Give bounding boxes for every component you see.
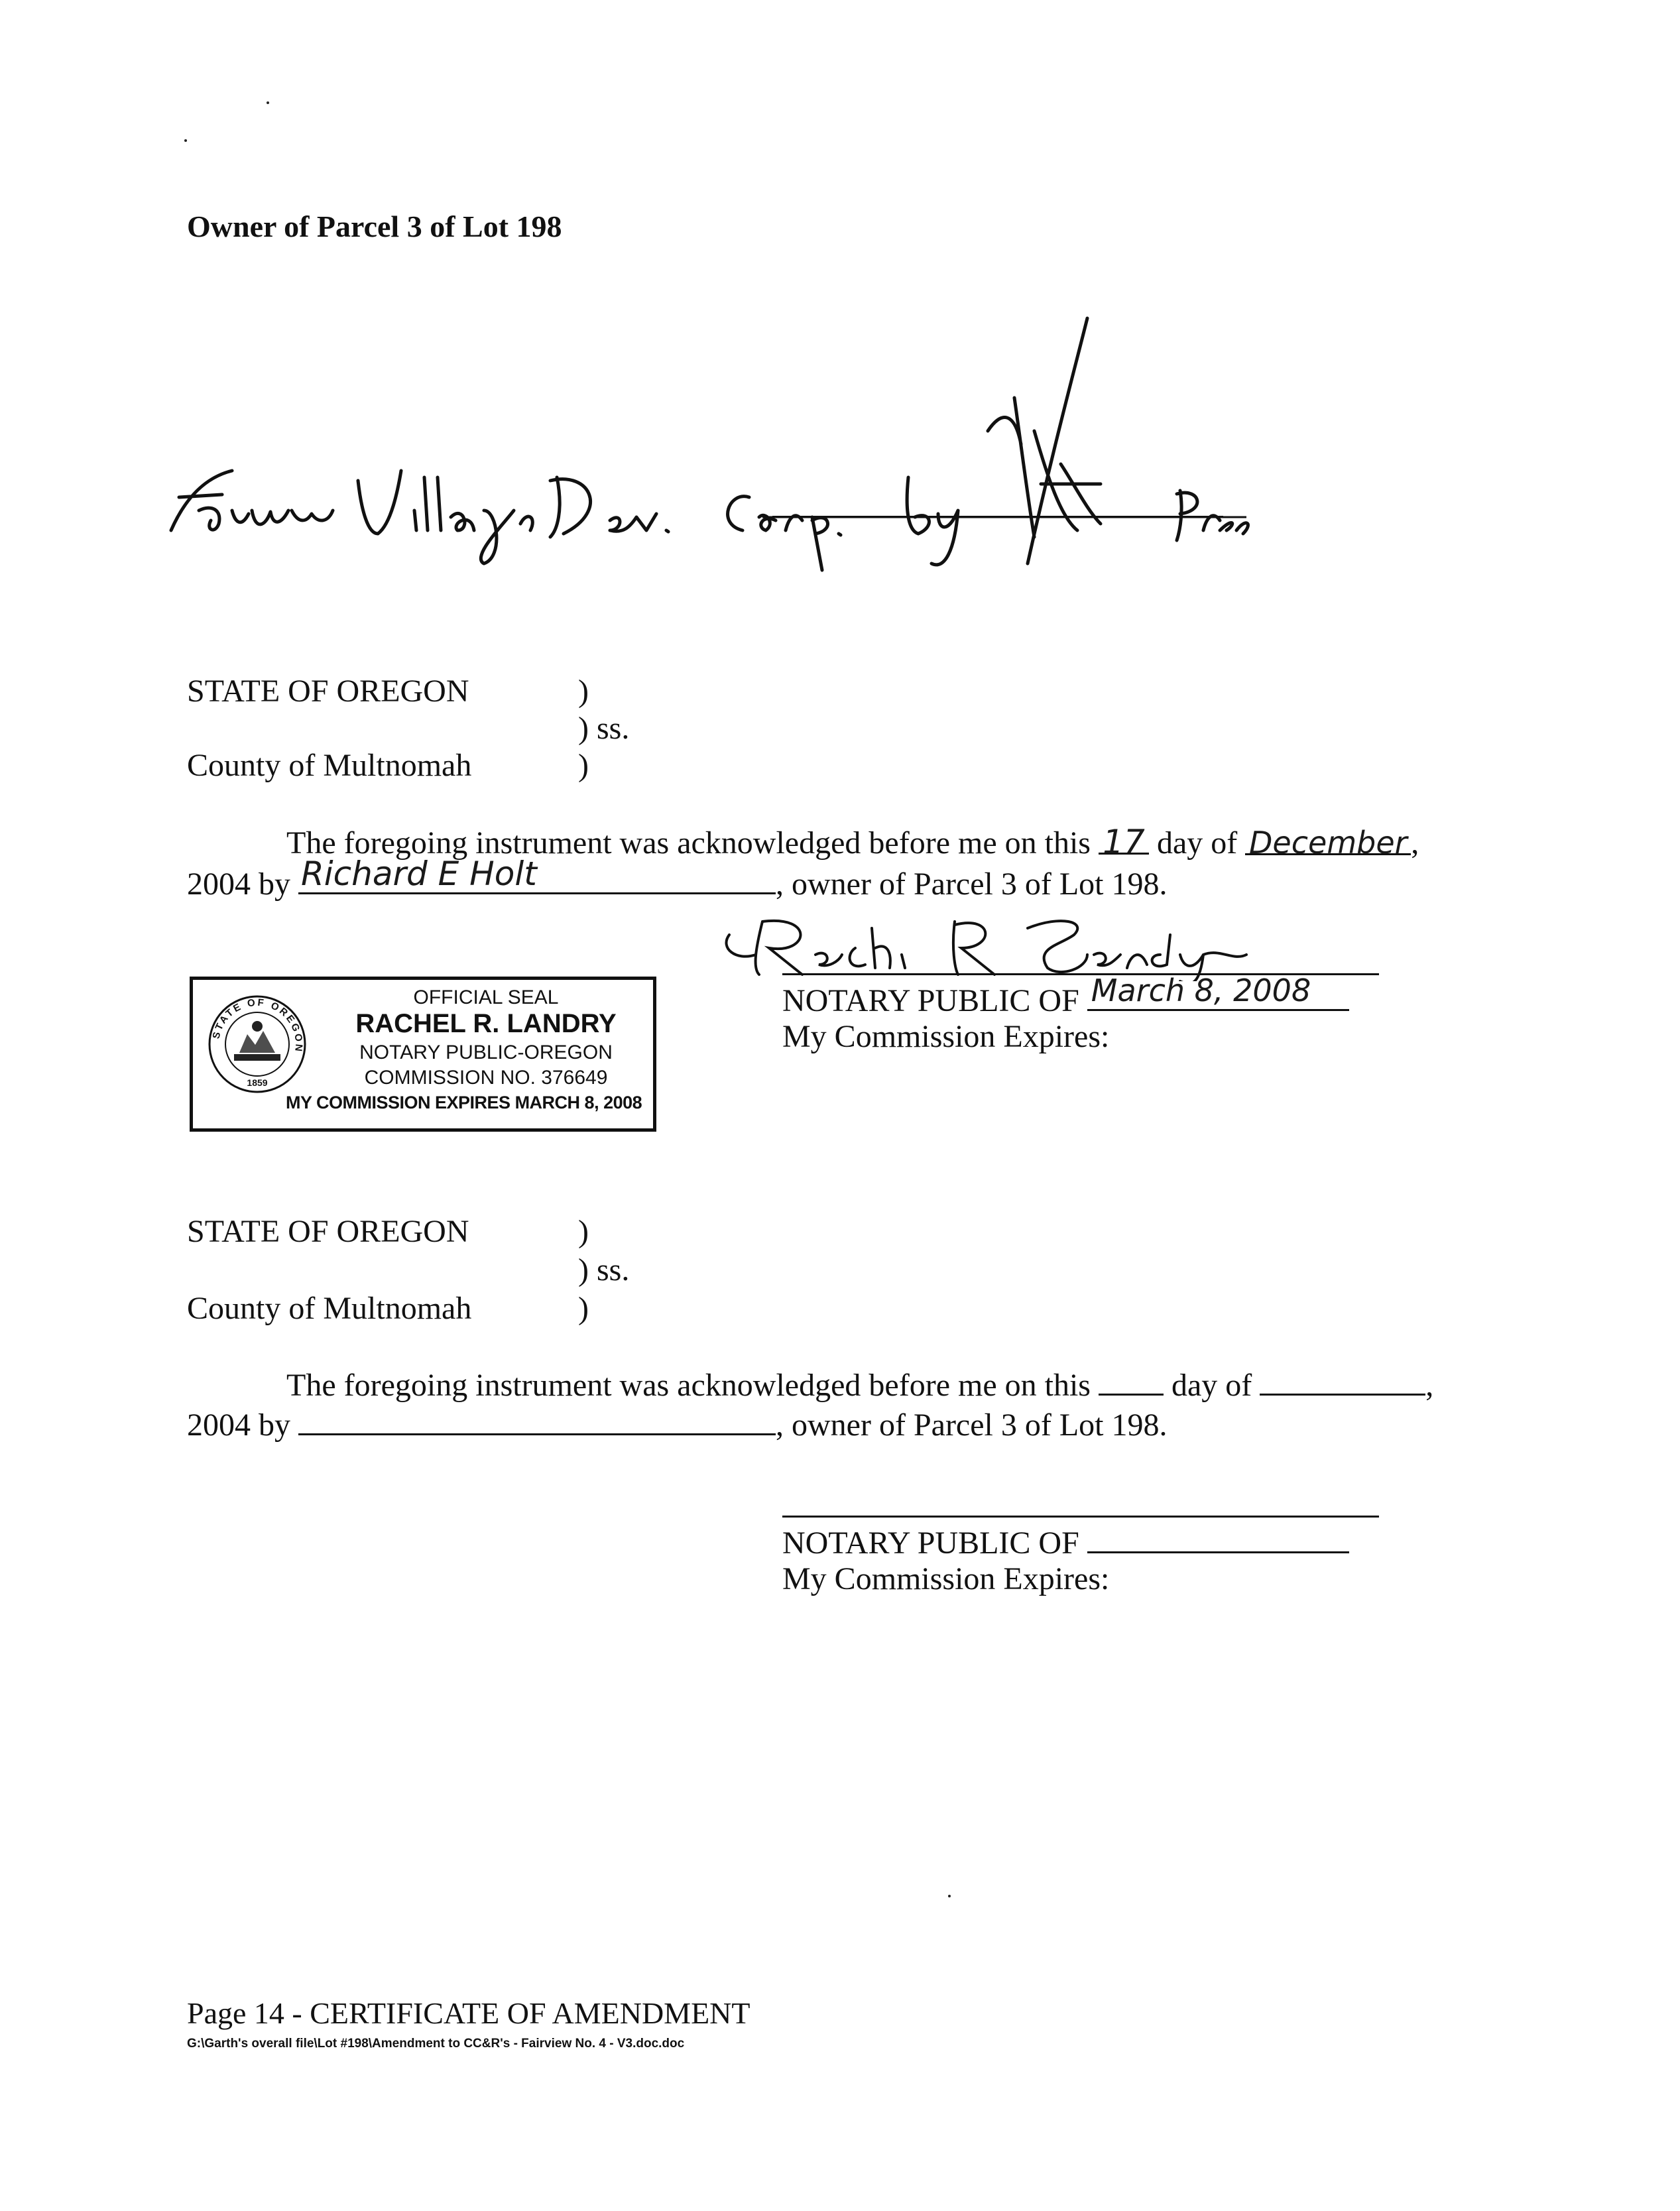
state-seal-emblem — [208, 994, 307, 1094]
acknowledgment-line-2 — [187, 855, 1168, 903]
state-label: STATE OF OREGON — [187, 674, 469, 709]
acknowledgment-text: The foregoing instrument was acknowledged before me on this — [286, 825, 1091, 861]
seal-ring-text: STATE OF OREGON — [210, 996, 305, 1054]
notary-public-field — [1087, 973, 1349, 1011]
ss-label: ) ss. — [578, 711, 630, 746]
name-field — [298, 855, 776, 894]
comma: , — [1425, 1368, 1434, 1403]
month-value: December — [1249, 825, 1408, 861]
file-path: G:\Garth's overall file\Lot #198\Amendment to CC&R's - Fairview No. 4 - V3.doc.doc — [187, 2037, 685, 2051]
notary-signature-line — [782, 1516, 1379, 1518]
notary-public-value: March 8, 2008 — [1091, 973, 1311, 1008]
year-by-text: 2004 by — [187, 1407, 290, 1443]
owner-signature-graphic — [159, 312, 1253, 577]
commission-expires-label: My Commission Expires: — [782, 1019, 1110, 1054]
notary-signature-graphic — [716, 908, 1260, 981]
year-by-text: 2004 by — [187, 866, 290, 902]
notary-public-line — [782, 1522, 1349, 1562]
acknowledgment-line-1 — [286, 1364, 1433, 1404]
state-label: STATE OF OREGON — [187, 1214, 469, 1249]
scan-speck — [267, 101, 269, 104]
document-heading: Owner of Parcel 3 of Lot 198 — [187, 209, 562, 243]
bracket-bottom: ) — [578, 748, 589, 783]
day-value: 17 — [1103, 823, 1145, 861]
commission-expires-label: My Commission Expires: — [782, 1561, 1110, 1596]
scan-speck — [184, 139, 187, 142]
day-of-text: day of — [1171, 1368, 1252, 1403]
bracket-top: ) — [578, 674, 589, 709]
day-of-text: day of — [1156, 825, 1238, 861]
seal-line-commission: COMMISSION NO. 376649 — [364, 1067, 608, 1089]
owner-signature-line — [772, 516, 1223, 518]
seal-line-official: OFFICIAL SEAL — [413, 986, 559, 1008]
notary-signature — [716, 908, 1260, 981]
acknowledgment-text: The foregoing instrument was acknowledged before me on this — [286, 1368, 1091, 1403]
owner-parcel-text: , owner of Parcel 3 of Lot 198. — [776, 866, 1168, 902]
seal-year: 1859 — [247, 1077, 268, 1088]
acknowledgment-line-2 — [187, 1404, 1168, 1444]
bracket-bottom: ) — [578, 1291, 589, 1326]
notary-public-line — [782, 973, 1349, 1020]
bracket-top: ) — [578, 1214, 589, 1249]
seal-line-expires: MY COMMISSION EXPIRES MARCH 8, 2008 — [286, 1093, 642, 1112]
month-field — [1245, 824, 1411, 861]
owner-signature — [159, 312, 1253, 577]
county-label: County of Multnomah — [187, 748, 472, 783]
comma: , — [1411, 825, 1419, 861]
ss-label: ) ss. — [578, 1252, 630, 1287]
day-field[interactable] — [1099, 1364, 1164, 1396]
page-footer: Page 14 - CERTIFICATE OF AMENDMENT — [187, 1996, 750, 2030]
month-field[interactable] — [1260, 1364, 1425, 1396]
notary-public-label: NOTARY PUBLIC OF — [782, 983, 1079, 1018]
owner-parcel-text: , owner of Parcel 3 of Lot 198. — [776, 1407, 1168, 1443]
seal-line-notary: NOTARY PUBLIC-OREGON — [359, 1042, 613, 1063]
notary-public-label: NOTARY PUBLIC OF — [782, 1525, 1079, 1561]
name-value: Richard E Holt — [301, 855, 537, 893]
seal-line-name: RACHEL R. LANDRY — [355, 1009, 617, 1038]
notary-public-field[interactable] — [1087, 1522, 1349, 1553]
scan-speck — [948, 1895, 951, 1897]
official-seal-stamp — [190, 977, 656, 1132]
name-field[interactable] — [298, 1404, 776, 1435]
day-field — [1099, 823, 1149, 861]
county-label: County of Multnomah — [187, 1291, 472, 1326]
